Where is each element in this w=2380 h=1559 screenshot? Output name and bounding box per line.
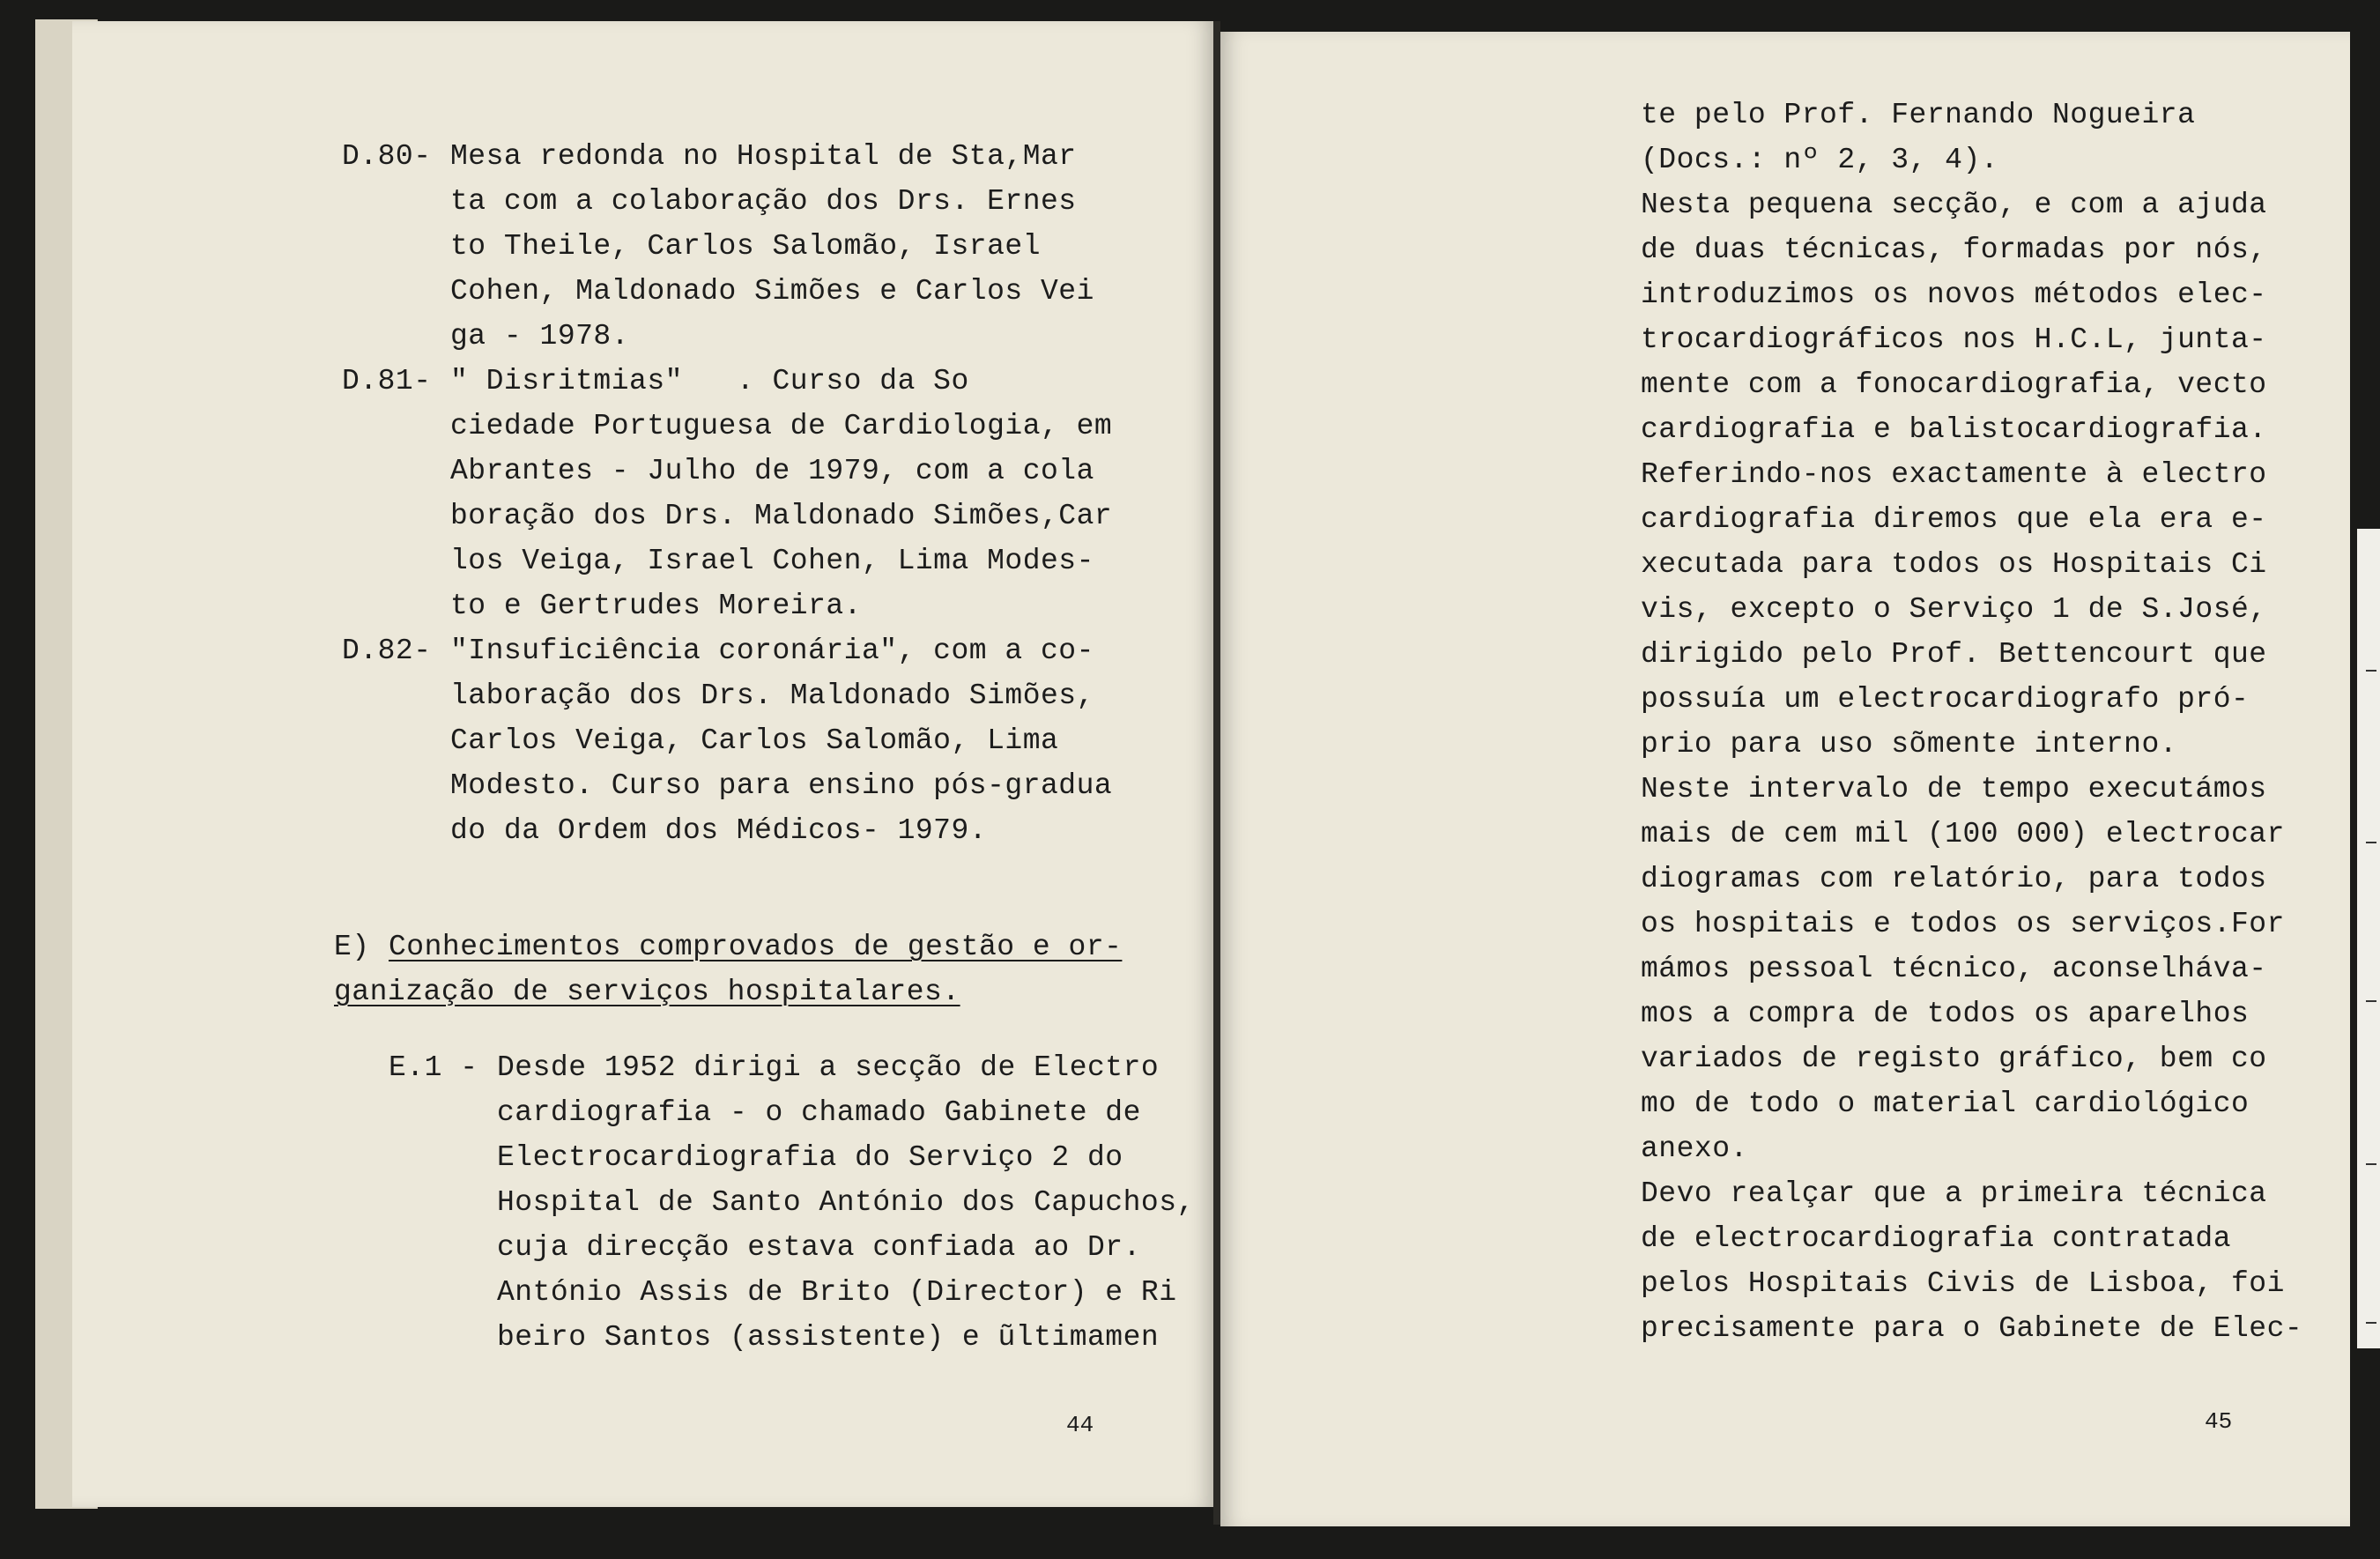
body-line: diogramas com relatório, para todos	[1641, 863, 2267, 895]
body-line: dirigido pelo Prof. Bettencourt que	[1641, 638, 2267, 671]
body-line: introduzimos os novos métodos elec-	[1641, 278, 2267, 311]
entry-line: Cohen, Maldonado Simões e Carlos Vei	[450, 275, 1094, 308]
item-label: E.1 -	[389, 1051, 478, 1084]
entry-line: do da Ordem dos Médicos- 1979.	[450, 814, 988, 847]
entry-line: " Disritmias" . Curso da So	[450, 365, 969, 397]
body-line: Nesta pequena secção, e com a ajuda	[1641, 189, 2267, 221]
body-line: Referindo-nos exactamente à electro	[1641, 458, 2267, 491]
body-line: mente com a fonocardiografia, vecto	[1641, 368, 2267, 401]
body-line: possuía um electrocardiografo pró-	[1641, 683, 2250, 716]
page-number: 45	[2205, 1408, 2233, 1435]
entry-label: D.80-	[342, 140, 432, 173]
entry-line: laboração dos Drs. Maldonado Simões,	[450, 679, 1094, 712]
body-line: variados de registo gráfico, bem co	[1641, 1043, 2267, 1075]
body-line: Devo realçar que a primeira técnica	[1641, 1177, 2267, 1210]
body-line: Neste intervalo de tempo executámos	[1641, 773, 2267, 805]
body-line: prio para uso sõmente interno.	[1641, 728, 2178, 761]
item-line: beiro Santos (assistente) e ũltimamen	[497, 1321, 1160, 1354]
item-line: cardiografia - o chamado Gabinete de	[497, 1096, 1141, 1129]
item-line: Electrocardiografia do Serviço 2 do	[497, 1141, 1123, 1174]
entry-line: to e Gertrudes Moreira.	[450, 590, 862, 622]
body-line: de electrocardiografia contratada	[1641, 1222, 2232, 1255]
entry-line: Modesto. Curso para ensino pós-gradua	[450, 769, 1113, 802]
body-line: pelos Hospitais Civis de Lisboa, foi	[1641, 1267, 2285, 1300]
body-line: mais de cem mil (100 000) electrocar	[1641, 818, 2285, 850]
entry-line: "Insuficiência coronária", com a co-	[450, 635, 1094, 667]
section-heading: ganização de serviços hospitalares.	[334, 976, 960, 1008]
entry-line: ciedade Portuguesa de Cardiologia, em	[450, 410, 1113, 442]
body-line: de duas técnicas, formadas por nós,	[1641, 234, 2267, 266]
body-line: cardiografia e balistocardiografia.	[1641, 413, 2267, 446]
body-line: os hospitais e todos os serviços.For	[1641, 908, 2285, 940]
body-line: cardiografia diremos que ela era e-	[1641, 503, 2267, 536]
entry-label: D.82-	[342, 635, 432, 667]
entry-line: boração dos Drs. Maldonado Simões,Car	[450, 500, 1113, 532]
page-number: 44	[1066, 1412, 1094, 1438]
entry-line: ta com a colaboração dos Drs. Ernes	[450, 185, 1077, 218]
page-edge-strip	[2357, 529, 2380, 1348]
body-line: xecutada para todos os Hospitais Ci	[1641, 548, 2267, 581]
body-line: te pelo Prof. Fernando Nogueira	[1641, 99, 2196, 131]
body-line: vis, excepto o Serviço 1 de S.José,	[1641, 593, 2267, 626]
item-line: Desde 1952 dirigi a secção de Electro	[497, 1051, 1160, 1084]
entry-label: D.81-	[342, 365, 432, 397]
item-line: cuja direcção estava confiada ao Dr.	[497, 1231, 1141, 1264]
entry-line: Mesa redonda no Hospital de Sta,Mar	[450, 140, 1077, 173]
entry-line: ga - 1978.	[450, 320, 630, 353]
section-heading: Conhecimentos comprovados de gestão e or-	[389, 931, 1123, 963]
section-letter: E)	[334, 931, 370, 963]
entry-line: to Theile, Carlos Salomão, Israel	[450, 230, 1042, 263]
body-line: (Docs.: nº 2, 3, 4).	[1641, 144, 1999, 176]
entry-line: Abrantes - Julho de 1979, com a cola	[450, 455, 1094, 487]
body-line: trocardiográficos nos H.C.L, junta-	[1641, 323, 2267, 356]
item-line: Hospital de Santo António dos Capuchos,	[497, 1186, 1195, 1219]
body-line: mos a compra de todos os aparelhos	[1641, 998, 2250, 1030]
entry-line: Carlos Veiga, Carlos Salomão, Lima	[450, 724, 1059, 757]
entry-line: los Veiga, Israel Cohen, Lima Modes-	[450, 545, 1094, 577]
item-line: António Assis de Brito (Director) e Ri	[497, 1276, 1177, 1309]
body-line: mámos pessoal técnico, aconselháva-	[1641, 953, 2267, 985]
body-line: mo de todo o material cardiológico	[1641, 1088, 2250, 1120]
book-spine	[1213, 21, 1220, 1525]
body-line: precisamente para o Gabinete de Elec-	[1641, 1312, 2303, 1345]
body-line: anexo.	[1641, 1132, 1748, 1165]
